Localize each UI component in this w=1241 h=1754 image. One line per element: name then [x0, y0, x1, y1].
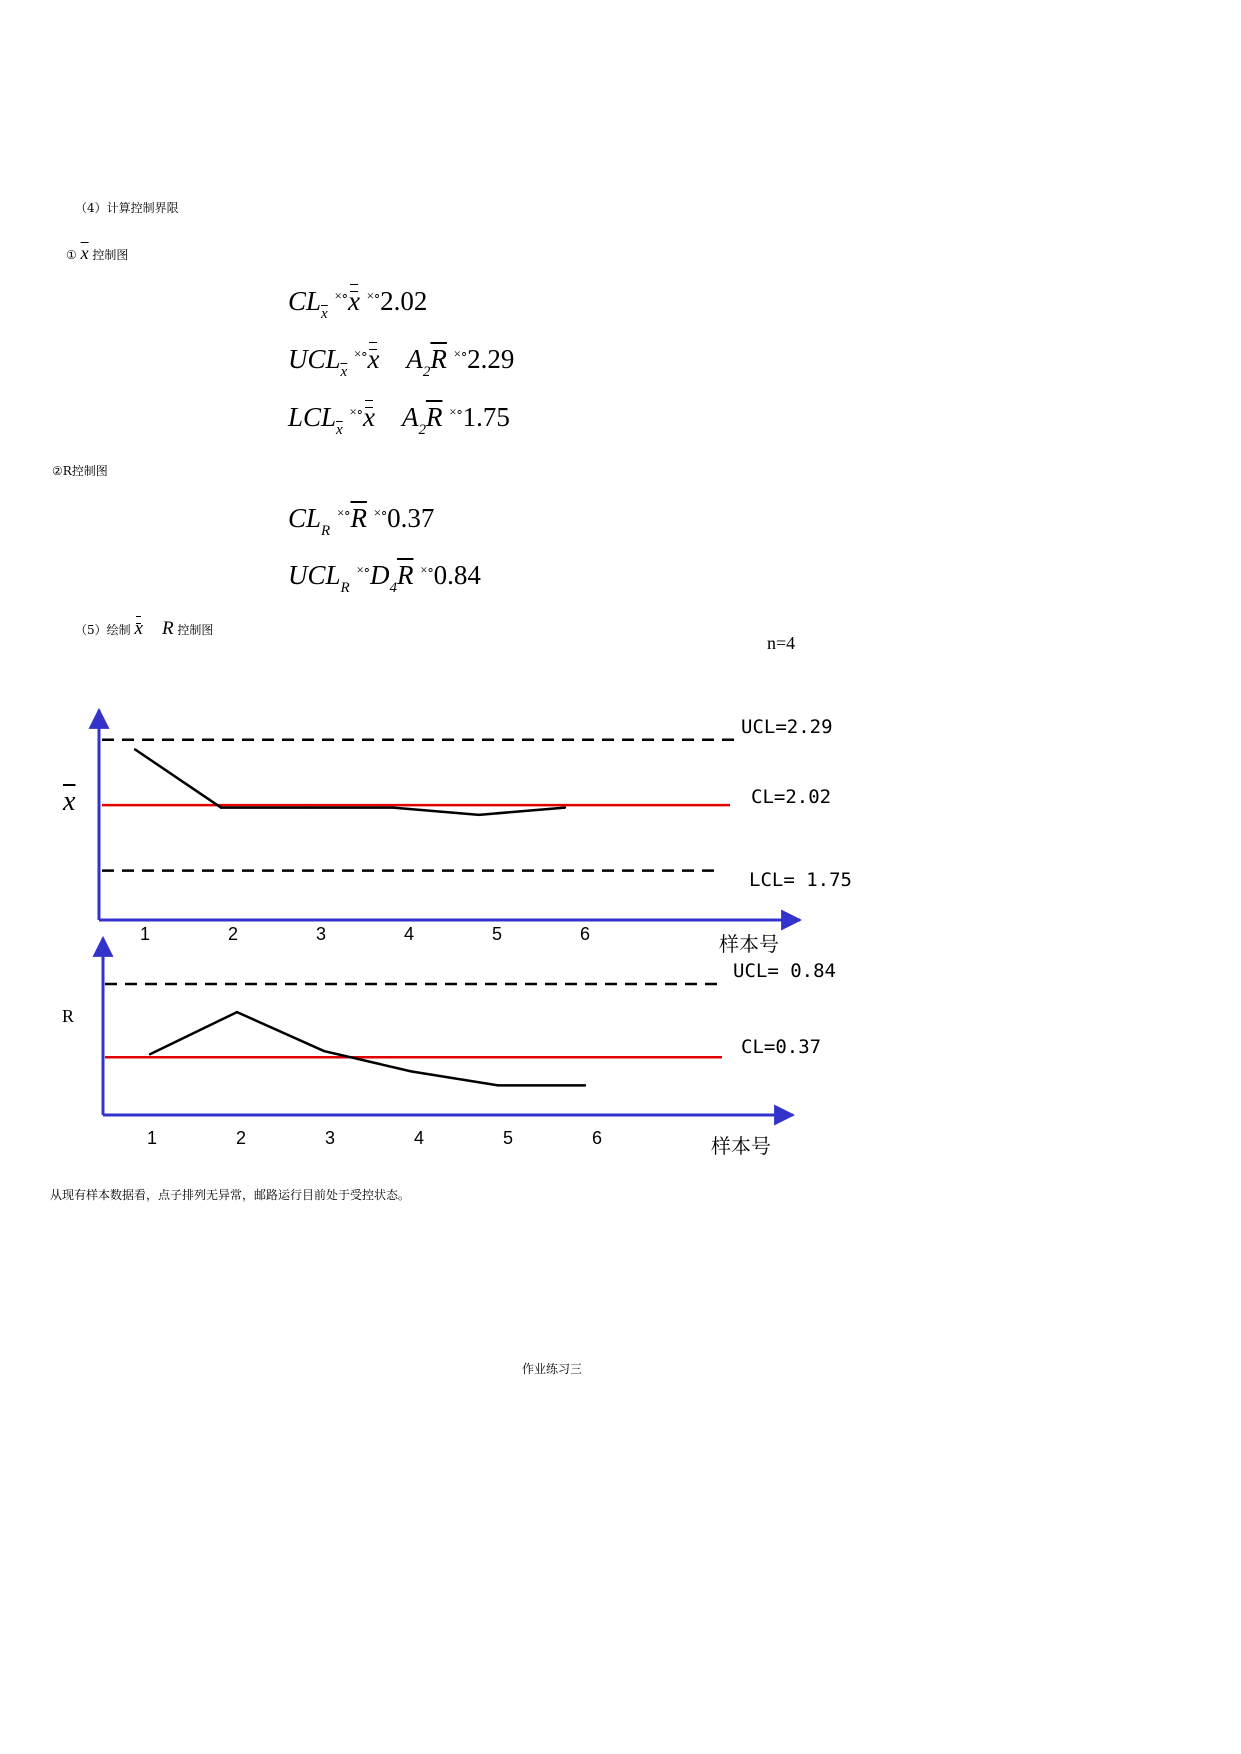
formula-cl-r: $CL_R$ $^{\times\circ}\overline{R}$ ×∘0.37	[288, 503, 435, 539]
ucl-r-value: 0.84	[433, 560, 481, 590]
r-tick-label-5: 5	[502, 1128, 514, 1148]
xbar-ucl-label: UCL=2.29	[741, 716, 833, 738]
xbar-data-point-4	[392, 806, 394, 808]
r-data-point-4	[410, 1070, 412, 1072]
r-data-line	[150, 1012, 585, 1085]
page-footer: 作业练习三	[522, 1362, 583, 1376]
xbar-tick-label-2: 2	[227, 924, 239, 944]
sample-size: n=4	[767, 633, 796, 653]
formula-ucl-xbar: $UCL_{\overline{x}}$ ×∘x $A_2\overline{R}$ ×∘2.29	[288, 344, 515, 380]
xbar-lcl-label: LCL= 1.75	[749, 869, 852, 891]
r-data-point-1	[149, 1053, 151, 1055]
r-data-point-6	[584, 1084, 586, 1086]
cl-r-value: 0.37	[387, 503, 435, 533]
xbar-data-point-1	[134, 748, 136, 750]
xbar-chart	[99, 710, 800, 944]
xbar-tick-label-5: 5	[491, 924, 503, 944]
r-data-point-3	[323, 1050, 325, 1052]
xbar-data-point-5	[478, 814, 480, 816]
conclusion-text: 从现有样本数据看，点子排列无异常，邮路运行目前处于受控状态。	[50, 1188, 411, 1202]
section-5-heading: （5）绘制 x R 控制图	[75, 618, 214, 639]
xbar-chart-heading-text: 控制图	[92, 248, 129, 262]
r-tick-label-3: 3	[324, 1128, 336, 1148]
xbar-chart-heading	[66, 243, 128, 264]
ucl-xbar-value: 2.29	[467, 344, 515, 374]
r-tick-label-1: 1	[146, 1128, 158, 1148]
r-chart	[103, 938, 793, 1148]
formula-ucl-r: $UCL_R$ $^{\times\circ}D_4\overline{R}$ ×∘0.84	[288, 560, 481, 596]
lcl-xbar-value: 1.75	[462, 402, 510, 432]
xbar-tick-label-1: 1	[139, 924, 151, 944]
xbar-tick-label-6: 6	[579, 924, 591, 944]
xbar-tick-label-3: 3	[315, 924, 327, 944]
formula-cl-xbar: $CL_{\overline{x}}$ ×∘x ×∘2.02	[288, 286, 428, 322]
xbar-data-point-3	[306, 806, 308, 808]
xbar-tick-label-4: 4	[403, 924, 415, 944]
r-tick-label-4: 4	[413, 1128, 425, 1148]
r-tick-label-6: 6	[591, 1128, 603, 1148]
xbar-data-point-6	[564, 806, 566, 808]
r-tick-label-2: 2	[235, 1128, 247, 1148]
r-chart-heading: ②R控制图	[52, 464, 108, 478]
xbar-cl-label: CL=2.02	[751, 786, 832, 808]
xbar-data-point-2	[220, 806, 222, 808]
r-cl-label: CL=0.37	[741, 1036, 822, 1058]
r-y-axis-label: R	[62, 1006, 75, 1026]
formula-lcl-xbar: $LCL_{\overline{x}}$ ×∘x $A_2\overline{R}$ ×∘1.75	[288, 402, 510, 438]
r-x-axis-title: 样本号	[711, 1136, 771, 1158]
r-ucl-label: UCL= 0.84	[733, 960, 836, 982]
section-4-heading: （4）计算控制界限	[75, 201, 179, 215]
xbar-y-axis-label: $\overline{x}$	[63, 786, 76, 817]
control-charts	[0, 690, 1241, 1170]
r-data-point-5	[497, 1084, 499, 1086]
cl-xbar-value: 2.02	[380, 286, 428, 316]
circled-one: ①	[66, 248, 77, 262]
r-data-point-2	[236, 1011, 238, 1013]
xbar-x-axis-title: 样本号	[719, 934, 779, 956]
xbar-symbol: $\overline{x}$	[80, 243, 89, 263]
